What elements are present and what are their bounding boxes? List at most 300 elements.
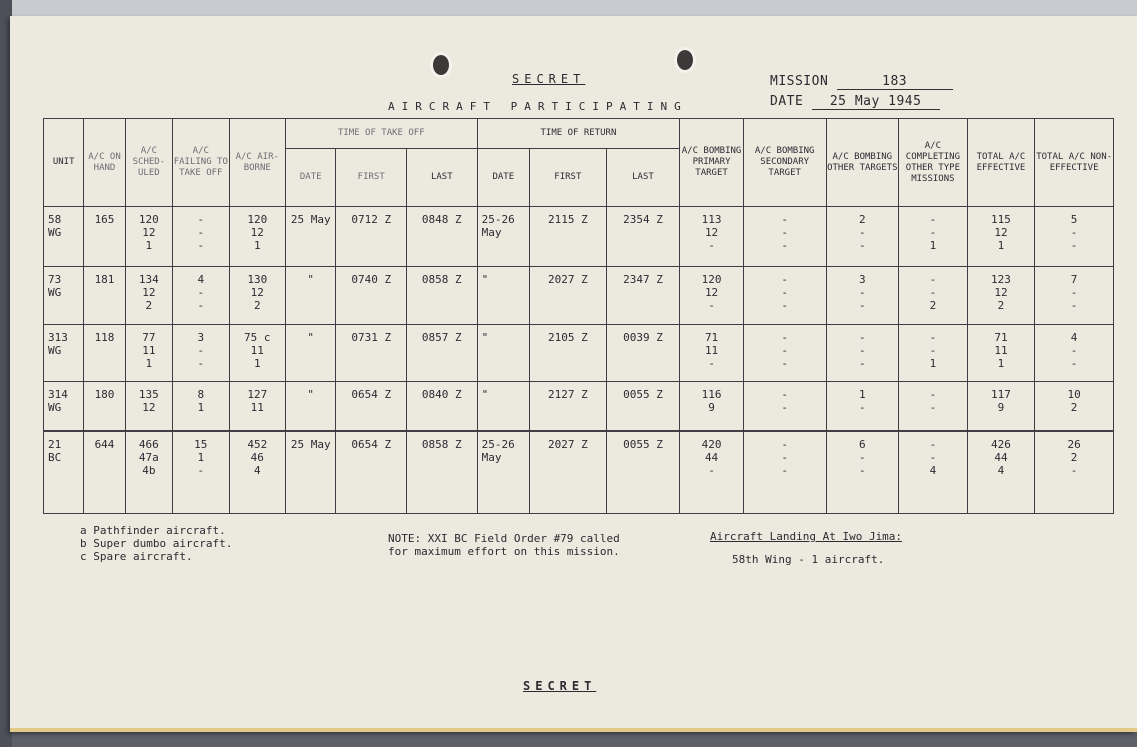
cell-ret-date bbox=[477, 381, 529, 431]
cell-ret-first bbox=[530, 207, 607, 267]
cell-value: 5 bbox=[1070, 213, 1078, 226]
cell-secondary bbox=[743, 431, 826, 514]
classification-footer: SECRET bbox=[523, 679, 597, 693]
table-row bbox=[44, 266, 1114, 324]
cell-value: 58 bbox=[48, 213, 62, 226]
footnote-a: a Pathfinder aircraft. bbox=[80, 524, 226, 537]
cell-value: - bbox=[929, 387, 937, 401]
classification-header: SECRET bbox=[512, 72, 586, 86]
cell-effective bbox=[967, 381, 1035, 431]
cell-failing bbox=[173, 207, 229, 267]
col-effective: TOTAL A/C EFFECTIVE bbox=[967, 119, 1035, 207]
punch-hole-left bbox=[430, 52, 452, 78]
cell-value: - bbox=[781, 239, 788, 252]
table-row bbox=[44, 207, 1114, 267]
cell-other bbox=[826, 266, 899, 324]
cell-value: 0712 Z bbox=[351, 213, 392, 226]
col-return-group: TIME OF RETURN bbox=[477, 119, 680, 149]
cell-value: 120 bbox=[247, 213, 268, 226]
cell-airborne bbox=[229, 324, 285, 381]
cell-value: 420 bbox=[701, 437, 722, 451]
cell-value: 2 bbox=[1070, 450, 1078, 464]
cell-to-last bbox=[407, 207, 478, 267]
cell-value: 10 bbox=[1067, 387, 1081, 401]
cell-value: - bbox=[929, 343, 937, 357]
cell-value: 11 bbox=[704, 343, 719, 357]
col-airborne: A/C AIR-BORNE bbox=[229, 119, 285, 207]
cell-value: - bbox=[197, 226, 205, 239]
cell-value: 12 bbox=[142, 285, 156, 299]
cell-ret-last bbox=[606, 324, 680, 381]
cell-value: - bbox=[859, 298, 866, 312]
cell-effective bbox=[967, 431, 1035, 514]
cell-value: 12 bbox=[994, 285, 1008, 299]
cell-scheduled bbox=[125, 324, 172, 381]
cell-ret-first bbox=[530, 381, 607, 431]
cell-value: 25 May bbox=[290, 213, 331, 226]
cell-value: - bbox=[197, 239, 205, 252]
cell-ret-date bbox=[477, 207, 529, 267]
cell-value: 77 bbox=[142, 330, 156, 344]
cell-noneffective bbox=[1035, 266, 1114, 324]
landing-heading: Aircraft Landing At Iwo Jima: bbox=[710, 530, 903, 543]
cell-value: 2347 Z bbox=[623, 272, 663, 286]
cell-ret-first bbox=[530, 431, 607, 514]
cell-value: 44 bbox=[994, 450, 1008, 464]
mission-label: MISSION bbox=[770, 74, 829, 89]
cell-primary bbox=[680, 266, 744, 324]
cell-noneffective bbox=[1035, 381, 1114, 431]
col-primary: A/C BOMBING PRIMARY TARGET bbox=[680, 119, 744, 207]
cell-value: May bbox=[481, 450, 502, 464]
cell-value: 1 bbox=[929, 239, 937, 252]
cell-value: 0848 Z bbox=[421, 213, 462, 226]
cell-to-date bbox=[286, 381, 336, 431]
cell-value: 1 bbox=[859, 387, 866, 401]
cell-value: - bbox=[781, 387, 788, 401]
cell-value: - bbox=[197, 356, 205, 370]
cell-value: 1 bbox=[929, 356, 937, 370]
cell-noneffective bbox=[1035, 207, 1114, 267]
cell-airborne bbox=[229, 266, 285, 324]
cell-other bbox=[826, 431, 899, 514]
footnote-b: b Super dumbo aircraft. bbox=[80, 537, 233, 550]
cell-value: " bbox=[307, 387, 315, 401]
cell-value: 6 bbox=[859, 437, 866, 451]
cell-completing bbox=[899, 431, 968, 514]
cell-value: 4 bbox=[253, 463, 261, 477]
cell-primary bbox=[680, 431, 744, 514]
cell-value: 11 bbox=[250, 400, 264, 414]
cell-completing bbox=[899, 324, 968, 381]
cell-value: 21 bbox=[48, 437, 62, 451]
cell-value: 120 bbox=[701, 272, 722, 286]
cell-value: 25-26 bbox=[481, 437, 515, 451]
cell-secondary bbox=[743, 207, 826, 267]
cell-effective bbox=[967, 324, 1035, 381]
cell-failing bbox=[173, 324, 229, 381]
col-takeoff-group: TIME OF TAKE OFF bbox=[286, 119, 478, 149]
cell-failing bbox=[173, 381, 229, 431]
cell-value: - bbox=[781, 400, 788, 414]
document-title: AIRCRAFT PARTICIPATING bbox=[388, 100, 688, 113]
footnote-c: c Spare aircraft. bbox=[80, 550, 193, 563]
cell-value: 181 bbox=[94, 272, 115, 286]
cell-value: WG bbox=[48, 226, 62, 239]
cell-primary bbox=[680, 207, 744, 267]
cell-ret-date bbox=[477, 324, 529, 381]
cell-value: 71 bbox=[704, 330, 719, 344]
cell-to-first bbox=[336, 324, 407, 381]
cell-value: 4 bbox=[997, 463, 1005, 477]
date-field bbox=[770, 94, 940, 110]
cell-value: 1 bbox=[253, 356, 261, 370]
cell-airborne bbox=[229, 381, 285, 431]
cell-unit bbox=[44, 266, 84, 324]
cell-value: - bbox=[197, 343, 205, 357]
cell-unit bbox=[44, 207, 84, 267]
cell-secondary bbox=[743, 381, 826, 431]
cell-value: 1 bbox=[197, 400, 205, 414]
aircraft-table bbox=[43, 118, 1114, 514]
cell-value: 2115 Z bbox=[547, 213, 588, 226]
mission-number: 183 bbox=[837, 74, 953, 90]
cell-value: - bbox=[859, 463, 866, 477]
cell-to-first bbox=[336, 207, 407, 267]
cell-value: 0858 Z bbox=[421, 272, 462, 286]
table-row bbox=[44, 431, 1114, 514]
cell-ret-last bbox=[606, 381, 680, 431]
cell-failing bbox=[173, 266, 229, 324]
cell-value: 0654 Z bbox=[351, 387, 392, 401]
punch-hole-right bbox=[674, 47, 696, 73]
table-row bbox=[44, 324, 1114, 381]
note-line-2: for maximum effort on this mission. bbox=[388, 545, 620, 558]
cell-value: 0740 Z bbox=[351, 272, 392, 286]
cell-effective bbox=[967, 207, 1035, 267]
cell-value: - bbox=[781, 463, 788, 477]
cell-value: 9 bbox=[708, 400, 715, 414]
cell-to-date bbox=[286, 207, 336, 267]
cell-value: - bbox=[929, 400, 937, 414]
cell-scheduled bbox=[125, 207, 172, 267]
cell-value: May bbox=[481, 226, 502, 239]
cell-value: - bbox=[1070, 226, 1078, 239]
cell-value: " bbox=[307, 272, 315, 286]
cell-scheduled bbox=[125, 431, 172, 514]
col-return-date: DATE bbox=[477, 149, 529, 207]
cell-to-date bbox=[286, 431, 336, 514]
cell-value: - bbox=[197, 298, 205, 312]
cell-value: 1 bbox=[997, 356, 1005, 370]
field-order-note bbox=[388, 532, 620, 558]
cell-on-hand bbox=[84, 324, 125, 381]
cell-primary bbox=[680, 324, 744, 381]
cell-value: 2 bbox=[253, 298, 261, 312]
cell-value: 2 bbox=[1070, 400, 1078, 414]
cell-value: 0840 Z bbox=[421, 387, 462, 401]
cell-completing bbox=[899, 207, 968, 267]
cell-value: 3 bbox=[859, 272, 866, 286]
cell-to-last bbox=[407, 324, 478, 381]
cell-to-last bbox=[407, 266, 478, 324]
cell-value: 25-26 bbox=[481, 213, 515, 226]
cell-value: 118 bbox=[94, 330, 115, 344]
cell-value: 1 bbox=[253, 239, 261, 252]
cell-value: - bbox=[859, 400, 866, 414]
cell-on-hand bbox=[84, 381, 125, 431]
cell-value: 0858 Z bbox=[421, 437, 462, 451]
cell-value: - bbox=[1070, 463, 1078, 477]
cell-value: 0731 Z bbox=[351, 330, 392, 344]
landing-note bbox=[710, 530, 902, 566]
cell-value: 2127 Z bbox=[547, 387, 588, 401]
cell-value: 165 bbox=[94, 213, 115, 226]
cell-value: - bbox=[859, 226, 866, 239]
cell-value: 134 bbox=[138, 272, 159, 286]
cell-value: 117 bbox=[991, 387, 1011, 401]
cell-value: - bbox=[781, 298, 788, 312]
cell-value: 73 bbox=[48, 272, 62, 286]
cell-value: 2 bbox=[929, 298, 937, 312]
date-value: 25 May 1945 bbox=[812, 94, 940, 110]
cell-scheduled bbox=[125, 381, 172, 431]
cell-value: - bbox=[708, 298, 715, 312]
col-secondary: A/C BOMBING SECONDARY TARGET bbox=[743, 119, 826, 207]
cell-value: - bbox=[708, 356, 715, 370]
cell-value: - bbox=[1070, 356, 1078, 370]
cell-value: WG bbox=[48, 400, 62, 414]
cell-value: - bbox=[781, 330, 788, 344]
cell-value: 12 bbox=[142, 400, 156, 414]
cell-value: - bbox=[197, 213, 205, 226]
cell-to-last bbox=[407, 431, 478, 514]
cell-airborne bbox=[229, 207, 285, 267]
cell-ret-date bbox=[477, 266, 529, 324]
cell-value: 75 c bbox=[244, 330, 271, 344]
col-completing: A/C COMPLETING OTHER TYPE MISSIONS bbox=[899, 119, 968, 207]
cell-value: - bbox=[859, 356, 866, 370]
cell-value: - bbox=[1070, 298, 1078, 312]
cell-other bbox=[826, 324, 899, 381]
cell-value: - bbox=[859, 330, 866, 344]
col-return-last: LAST bbox=[606, 149, 680, 207]
cell-value: " bbox=[481, 330, 489, 344]
cell-value: - bbox=[197, 463, 205, 477]
cell-value: - bbox=[781, 285, 788, 299]
mission-field bbox=[770, 74, 953, 90]
cell-value: 4 bbox=[929, 463, 937, 477]
cell-ret-first bbox=[530, 324, 607, 381]
cell-value: - bbox=[859, 285, 866, 299]
cell-value: 130 bbox=[247, 272, 268, 286]
date-label: DATE bbox=[770, 94, 804, 109]
cell-value: - bbox=[1070, 239, 1078, 252]
cell-to-first bbox=[336, 381, 407, 431]
cell-value: 0654 Z bbox=[351, 437, 392, 451]
cell-value: 180 bbox=[94, 387, 115, 401]
cell-to-first bbox=[336, 431, 407, 514]
table-body bbox=[44, 207, 1114, 514]
cell-value: - bbox=[781, 450, 788, 464]
cell-value: 12 bbox=[250, 226, 264, 239]
cell-value: " bbox=[307, 330, 315, 344]
cell-primary bbox=[680, 381, 744, 431]
cell-value: - bbox=[1070, 285, 1078, 299]
cell-value: - bbox=[781, 437, 788, 451]
cell-value: 12 bbox=[250, 285, 264, 299]
cell-value: 127 bbox=[247, 387, 268, 401]
col-other: A/C BOMBING OTHER TARGETS bbox=[826, 119, 899, 207]
cell-value: 0055 Z bbox=[623, 437, 663, 451]
cell-value: - bbox=[197, 285, 205, 299]
cell-value: 15 bbox=[194, 437, 208, 451]
col-noneffective: TOTAL A/C NON-EFFECTIVE bbox=[1035, 119, 1114, 207]
cell-value: 644 bbox=[94, 437, 115, 451]
cell-ret-date bbox=[477, 431, 529, 514]
cell-value: - bbox=[708, 239, 715, 252]
cell-value: " bbox=[481, 272, 489, 286]
cell-completing bbox=[899, 266, 968, 324]
cell-failing bbox=[173, 431, 229, 514]
cell-value: 452 bbox=[247, 437, 268, 451]
col-failing: A/C FAILING TO TAKE OFF bbox=[173, 119, 229, 207]
cell-value: 25 May bbox=[290, 437, 331, 451]
cell-ret-first bbox=[530, 266, 607, 324]
cell-value: " bbox=[481, 387, 489, 401]
col-scheduled: A/C SCHED-ULED bbox=[125, 119, 172, 207]
cell-scheduled bbox=[125, 266, 172, 324]
cell-other bbox=[826, 207, 899, 267]
cell-value: 2 bbox=[997, 298, 1005, 312]
cell-value: 11 bbox=[250, 343, 264, 357]
cell-value: - bbox=[781, 226, 788, 239]
col-takeoff-last: LAST bbox=[407, 149, 478, 207]
cell-value: - bbox=[781, 343, 788, 357]
cell-value: - bbox=[1070, 343, 1078, 357]
cell-to-date bbox=[286, 266, 336, 324]
cell-value: 3 bbox=[197, 330, 205, 344]
cell-other bbox=[826, 381, 899, 431]
cell-value: 12 bbox=[142, 226, 156, 239]
cell-value: 44 bbox=[704, 450, 719, 464]
cell-value: 46 bbox=[250, 450, 264, 464]
cell-value: 12 bbox=[704, 285, 719, 299]
cell-value: 8 bbox=[197, 387, 205, 401]
cell-secondary bbox=[743, 324, 826, 381]
cell-value: - bbox=[929, 330, 937, 344]
cell-completing bbox=[899, 381, 968, 431]
cell-to-first bbox=[336, 266, 407, 324]
cell-value: 1 bbox=[145, 239, 153, 252]
cell-value: 0039 Z bbox=[623, 330, 663, 344]
cell-ret-last bbox=[606, 207, 680, 267]
cell-value: 7 bbox=[1070, 272, 1078, 286]
cell-value: 0857 Z bbox=[421, 330, 462, 344]
cell-value: - bbox=[781, 213, 788, 226]
cell-value: 2027 Z bbox=[547, 437, 588, 451]
cell-value: 115 bbox=[991, 213, 1011, 226]
cell-ret-last bbox=[606, 431, 680, 514]
footnotes bbox=[80, 524, 232, 563]
cell-value: - bbox=[929, 226, 937, 239]
note-line-1: NOTE: XXI BC Field Order #79 called bbox=[388, 532, 620, 545]
cell-value: - bbox=[708, 463, 715, 477]
cell-ret-last bbox=[606, 266, 680, 324]
cell-on-hand bbox=[84, 431, 125, 514]
landing-detail: 58th Wing - 1 aircraft. bbox=[732, 553, 885, 566]
cell-value: 11 bbox=[994, 343, 1008, 357]
cell-value: - bbox=[859, 450, 866, 464]
cell-value: 71 bbox=[994, 330, 1008, 344]
cell-value: - bbox=[929, 285, 937, 299]
cell-value: 313 bbox=[48, 330, 68, 344]
cell-value: 113 bbox=[701, 213, 722, 226]
cell-effective bbox=[967, 266, 1035, 324]
cell-value: - bbox=[859, 239, 866, 252]
cell-value: - bbox=[929, 450, 937, 464]
cell-value: 314 bbox=[48, 387, 68, 401]
cell-value: - bbox=[781, 272, 788, 286]
cell-value: 4 bbox=[1070, 330, 1078, 344]
cell-value: 2354 Z bbox=[623, 213, 663, 226]
cell-on-hand bbox=[84, 207, 125, 267]
cell-noneffective bbox=[1035, 324, 1114, 381]
cell-value: - bbox=[781, 356, 788, 370]
cell-value: 135 bbox=[138, 387, 159, 401]
cell-value: 12 bbox=[994, 226, 1008, 239]
cell-value: 4b bbox=[142, 463, 156, 477]
cell-on-hand bbox=[84, 266, 125, 324]
cell-value: 2 bbox=[859, 213, 866, 226]
cell-value: - bbox=[929, 437, 937, 451]
cell-value: 1 bbox=[145, 356, 153, 370]
cell-unit bbox=[44, 324, 84, 381]
cell-value: 123 bbox=[991, 272, 1011, 286]
cell-value: - bbox=[929, 272, 937, 286]
cell-unit bbox=[44, 431, 84, 514]
cell-value: 466 bbox=[138, 437, 159, 451]
cell-secondary bbox=[743, 266, 826, 324]
cell-value: 4 bbox=[197, 272, 205, 286]
cell-noneffective bbox=[1035, 431, 1114, 514]
cell-value: 12 bbox=[704, 226, 719, 239]
cell-value: 2027 Z bbox=[547, 272, 588, 286]
cell-value: 1 bbox=[197, 450, 205, 464]
col-unit: UNIT bbox=[44, 119, 84, 207]
cell-value: 2 bbox=[145, 298, 153, 312]
col-on-hand: A/C ON HAND bbox=[84, 119, 125, 207]
col-takeoff-first: FIRST bbox=[336, 149, 407, 207]
cell-value: 116 bbox=[701, 387, 722, 401]
cell-airborne bbox=[229, 431, 285, 514]
cell-value: 9 bbox=[997, 400, 1005, 414]
col-return-first: FIRST bbox=[530, 149, 607, 207]
cell-value: 11 bbox=[142, 343, 156, 357]
cell-value: WG bbox=[48, 285, 62, 299]
cell-value: - bbox=[859, 343, 866, 357]
document-sheet bbox=[10, 16, 1137, 732]
cell-value: 2105 Z bbox=[547, 330, 588, 344]
cell-unit bbox=[44, 381, 84, 431]
cell-value: - bbox=[929, 213, 937, 226]
cell-value: 426 bbox=[991, 437, 1011, 451]
cell-value: BC bbox=[48, 450, 62, 464]
cell-value: 26 bbox=[1067, 437, 1081, 451]
col-takeoff-date: DATE bbox=[286, 149, 336, 207]
table-row bbox=[44, 381, 1114, 431]
cell-value: 1 bbox=[997, 239, 1005, 252]
